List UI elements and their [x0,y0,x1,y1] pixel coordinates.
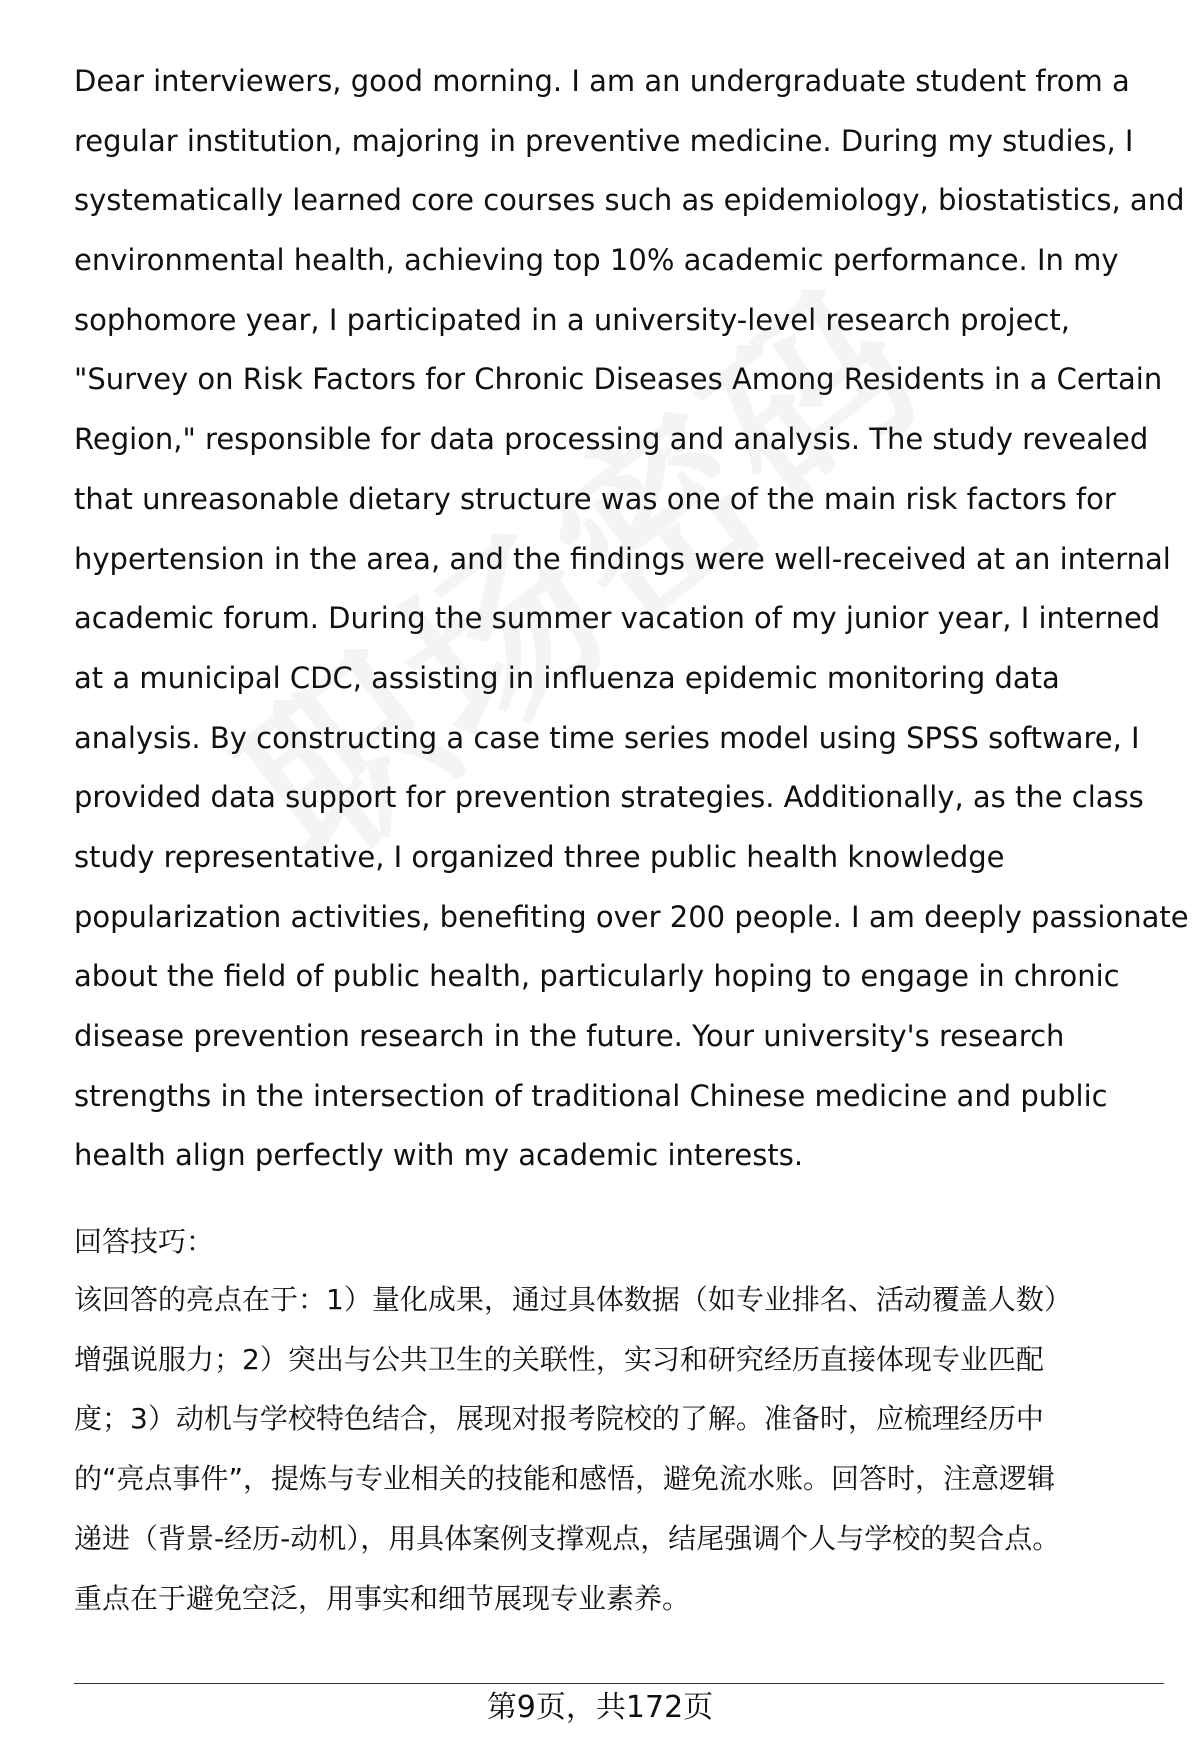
paragraph-line: that unreasonable dietary structure was one of the main risk factors for [74,481,1116,516]
paragraph-line: at a municipal CDC, assisting in influenza epidemic monitoring data [74,660,1060,695]
paragraph-line: systematically learned core courses such as epidemiology, biostatistics, and [74,183,1185,218]
paragraph-line: academic forum. During the summer vacation of my junior year, I interned [74,601,1161,636]
footer-divider [74,1683,1164,1684]
paragraph-line: provided data support for prevention strategies. Additionally, as the class [74,780,1144,815]
paragraph-line: health align perfectly with my academic interests. [74,1138,804,1173]
paragraph-line: "Survey on Risk Factors for Chronic Diseases Among Residents in a Certain [74,362,1163,397]
page-number: 第9页，共172页 [486,1690,714,1725]
document-page [74,52,1189,1628]
tips-line: 重点在于避免空泛，用事实和细节展现专业素养。 [74,1581,691,1615]
tips-line: 递进（背景-经历-动机），用具体案例支撑观点，结尾强调个人与学校的契合点。 [74,1521,1061,1555]
paragraph-line: environmental health, achieving top 10% academic performance. In my [74,243,1119,278]
intro-paragraph [74,52,1189,1186]
paragraph-line: regular institution, majoring in preventive medicine. During my studies, I [74,123,1134,158]
paragraph-line: study representative, I organized three public health knowledge [74,839,1005,874]
paragraph-line: about the field of public health, particularly hoping to engage in chronic [74,959,1120,994]
paragraph-line: sophomore year, I participated in a university-level research project, [74,302,1070,337]
tips-line: 增强说服力；2）突出与公共卫生的关联性，实习和研究经历直接体现专业匹配 [74,1342,1044,1376]
paragraph-line: strengths in the intersection of traditional Chinese medicine and public [74,1078,1108,1113]
paragraph-line: Dear interviewers, good morning. I am an undergraduate student from a [74,64,1130,98]
tips-line: 度；3）动机与学校特色结合，展现对报考院校的了解。准备时，应梳理经历中 [74,1402,1044,1436]
paragraph-line: popularization activities, benefiting over 200 people. I am deeply passionate [74,899,1189,934]
tips-line: 的“亮点事件”，提炼与专业相关的技能和感悟，避免流水账。回答时，注意逻辑 [74,1462,1056,1496]
paragraph-line: Region," responsible for data processing and analysis. The study revealed [74,422,1149,457]
paragraph-line: disease prevention research in the future. Your university's research [74,1019,1065,1053]
paragraph-line: hypertension in the area, and the findings were well-received at an internal [74,541,1171,576]
tips-heading: 回答技巧： [74,1225,215,1259]
tips-line: 该回答的亮点在于：1）量化成果，通过具体数据（如专业排名、活动覆盖人数） [74,1283,1072,1317]
tips-paragraph [74,1270,1164,1628]
paragraph-line: analysis. By constructing a case time series model using SPSS software, I [74,720,1140,755]
